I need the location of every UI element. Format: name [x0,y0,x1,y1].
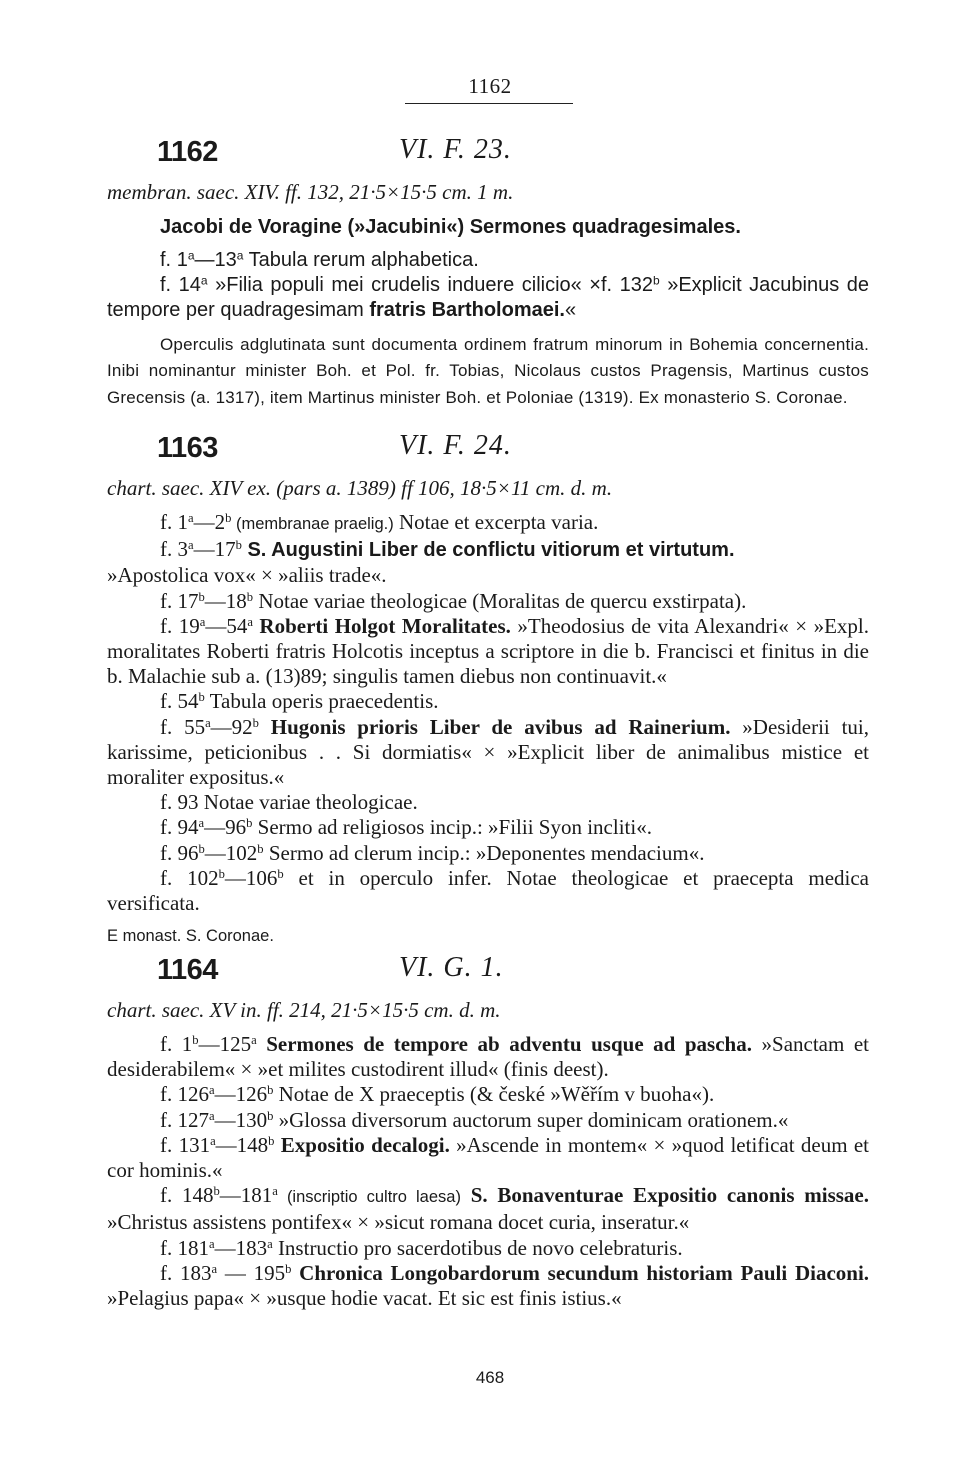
entry-heading [107,132,869,178]
folio-line: f. 1$^a$—13$^a$ Tabula rerum alphabetica. [160,248,479,271]
entry-number: 1164 [157,954,218,986]
codex-description: membran. saec. XIV. ff. 132, 21·5×15·5 cm. 1 m. [107,180,514,204]
shelf-signature: VI. F. 23. [399,134,512,165]
folio-line: f. 126$^a$—126$^b$ Notae de X praeceptis (& české »Wěřím v buoha«). [160,1082,715,1107]
folio-line: f. 55$^a$—92$^b$ Hugonis prioris Liber de avibus ad Rainerium. »Desiderii tui, karissime, peticionibus . . Si dormiatis« × »Explicit liber de animalibus mistice et moraliter expositus.« [107,714,869,790]
folio-line: f. 19$^a$—54$^a$ Roberti Holgot Moralitates. »Theodosius de vita Alexandri« × »Expl. moralitates Roberti fratris Holcotis inceptus a scriptore in die b. Francisci et finitus in die b. Malachie sub a. (13)89; singulis tamen diebus non continuavit.« [107,613,869,689]
folio-line: f. 183$^a$ — 195$^b$ Chronica Longobardorum secundum historiam Pauli Diaconi. »Pelagius papa« × »usque hodie vacat. Et sic est finis istius.« [107,1260,870,1311]
folio-line: f. 1$^a$—2$^b$ (membranae praelig.) Notae et excerpta varia. [160,510,599,534]
entry-heading [107,428,869,474]
work-title: Jacobi de Voragine (»Jacubini«) Sermones quadragesimales. [160,216,741,238]
folio-line: f. 148$^b$—181$^a$ (inscriptio cultro laesa) S. Bonaventurae Expositio canonis missae. »Christus assistens pontifex« × »sicut romana docet curia, inseratur.« [107,1183,870,1235]
codex-description: chart. saec. XV in. ff. 214, 21·5×15·5 cm. d. m. [107,998,501,1022]
folio-line: f. 3$^a$—17$^b$ S. Augustini Liber de conflictu vitiorum et virtutum. [160,537,735,562]
folio-line: f. 17$^b$—18$^b$ Notae variae theologicae (Moralitas de quercu exstirpata). [160,588,747,613]
folio-line: f. 14$^a$ »Filia populi mei crudelis induere cilicio« ×f. 132$^b$ »Explicit Jacubinus de tempore per quadragesimam fratris Bartholomaei.« [107,273,870,322]
entry-heading [107,950,869,996]
page-number: 468 [475,1368,505,1387]
shelf-signature: VI. G. 1. [399,952,504,983]
shelf-signature: VI. F. 24. [399,430,512,461]
folio-line: f. 1$^b$—125$^a$ Sermones de tempore ab adventu usque ad pascha. »Sanctam et desiderabilem« × »et milites custodirent illud« (finis deest). [107,1032,870,1082]
entry-1164 [107,950,869,1311]
folio-line: f. 94$^a$—96$^b$ Sermo ad religiosos incip.: »Filii Syon incliti«. [160,815,652,840]
header-rule [405,103,573,104]
entry-number: 1163 [157,432,218,464]
folio-line: f. 96$^b$—102$^b$ Sermo ad clerum incip.: »Deponentes mendacium«. [160,840,705,865]
folio-line: f. 102$^b$—106$^b$ et in operculo infer. Notae theologicae et praecepta medica versificata. [107,865,870,916]
folio-line-continuation: »Apostolica vox« × »aliis trade«. [107,563,387,588]
folio-line: f. 127$^a$—130$^b$ »Glossa diversorum auctorum super dominicam orationem.« [160,1107,789,1132]
binding-note: Operculis adglutinata sunt documenta ordinem fratrum minorum in Bohemia concernentia. Inibi nominantur minister Boh. et Pol. fr. Tobias, Nicolaus custos Pragensis, Martinus custos Grecensis (a. 1317), item Martinus minister Boh. et Poloniae (1319). Ex monasterio S. Coronae. [107,334,869,407]
codex-description: chart. saec. XIV ex. (pars a. 1389) ff 106, 18·5×11 cm. d. m. [107,476,613,500]
folio-line: f. 181$^a$—183$^a$ Instructio pro sacerdotibus de novo celebraturis. [160,1235,683,1260]
provenance: E monast. S. Coronae. [107,927,274,946]
entry-1162 [107,132,869,411]
folio-line: f. 93 Notae variae theologicae. [160,790,418,815]
running-head: 1162 [468,74,512,98]
entry-number: 1162 [157,136,218,168]
entry-1163 [107,428,869,949]
folio-line: f. 54$^b$ Tabula operis praecedentis. [160,689,439,714]
folio-line: f. 131$^a$—148$^b$ Expositio decalogi. »Ascende in montem« × »quod letificat deum et cor hominis.« [107,1132,870,1183]
